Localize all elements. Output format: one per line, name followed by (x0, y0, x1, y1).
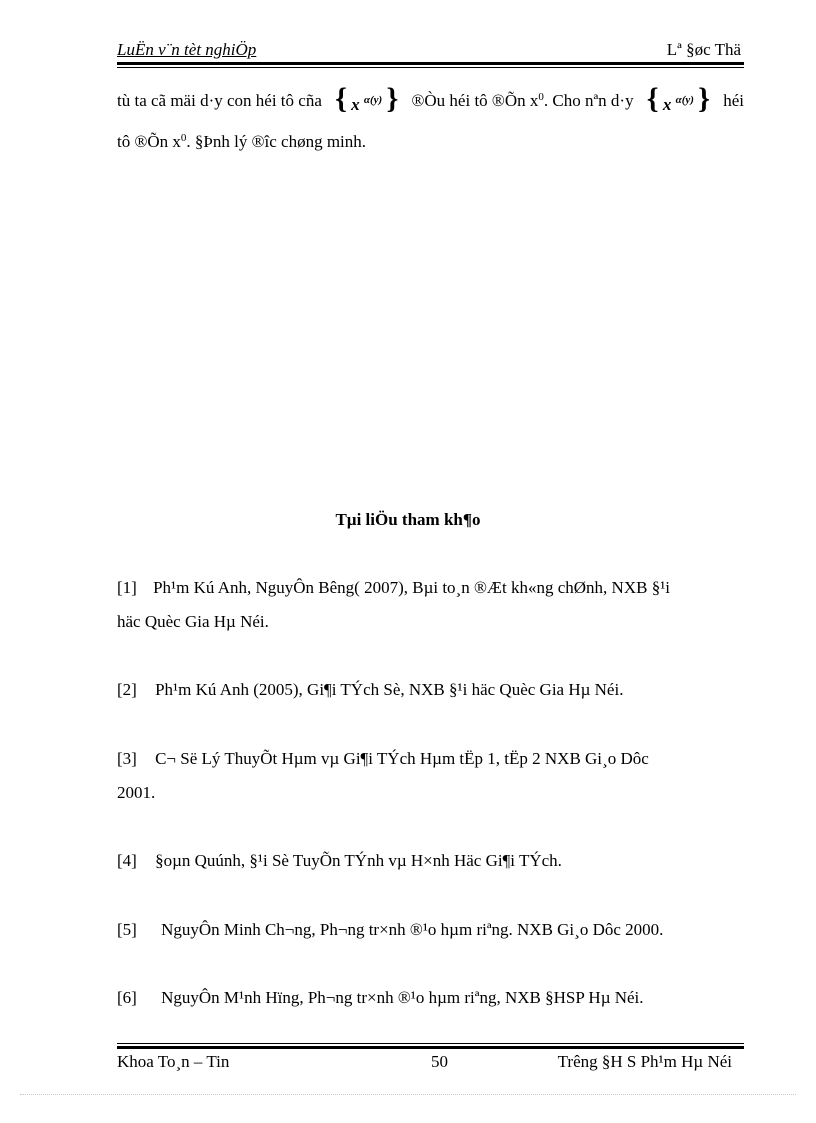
left-brace-icon: { (646, 82, 659, 115)
proof-text-1d: héi (723, 91, 744, 110)
reference-text: NguyÔn M¹nh Hïng, Ph¬ng tr×nh ®¹o hµm riªng, NXB §HSP Hµ Néi. (161, 988, 644, 1007)
reference-number: [1] (117, 578, 137, 597)
reference-text: häc Quèc Gia Hµ Néi. (117, 612, 269, 631)
footer-university: Trêng §H S Ph¹m Hµ Néi (557, 1052, 732, 1071)
reference-text: Ph¹m Kú Anh (2005), Gi¶i TÝch Sè, NXB §¹i häc Quèc Gia Hµ Néi. (155, 680, 624, 699)
page-edge-divider (20, 1094, 796, 1095)
reference-number: [6] (117, 988, 137, 1007)
footer-rule-thick (117, 1046, 744, 1049)
reference-text: Ph¹m Kú Anh, NguyÔn Bêng( 2007), Bµi to¸n ®Æt kh«ng chØnh, NXB §¹i (153, 578, 671, 597)
reference-number: [3] (117, 749, 137, 768)
superscript-zero: 0 (180, 132, 187, 144)
header-rule-thin (117, 67, 744, 68)
footer-faculty: Khoa To¸n – Tin (117, 1052, 230, 1071)
formula-base: x (662, 95, 672, 114)
reference-item-6 (117, 988, 644, 1008)
reference-number: [2] (117, 680, 137, 699)
page-number: 50 (431, 1052, 448, 1071)
reference-text: 2001. (117, 783, 156, 802)
reference-item-1-continuation (117, 612, 269, 632)
proof-text-1a: tù ta cã mäi d·y con héi tô cña (117, 91, 322, 110)
right-brace-icon: } (698, 82, 710, 115)
reference-item-4 (117, 851, 562, 871)
reference-text: NguyÔn Minh Ch¬ng, Ph¬ng tr×nh ®¹o hµm riªng. NXB Gi¸o Dôc 2000. (161, 920, 664, 939)
reference-item-3 (117, 749, 649, 769)
page-header (117, 40, 743, 62)
reference-item-3-continuation (117, 783, 155, 803)
formula-superscript: α(y) (675, 94, 694, 106)
sequence-formula-2 (646, 82, 710, 116)
sequence-formula-1 (335, 82, 399, 116)
header-thesis-label: LuËn v¨n tèt nghiÖp (117, 40, 257, 59)
superscript-zero: 0 (538, 91, 544, 103)
proof-text-2b: . §Þnh lý ®îc chøng minh. (186, 132, 367, 151)
proof-line-2 (117, 132, 366, 152)
reference-number: [5] (117, 920, 137, 939)
proof-text-2a: tô ®Õn x (117, 132, 181, 151)
reference-item-2 (117, 680, 623, 700)
reference-item-5 (117, 920, 663, 940)
reference-number: [4] (117, 851, 137, 870)
header-author-name: Lª §øc Thä (666, 40, 741, 59)
references-title: Tµi liÖu tham kh¶o (335, 510, 481, 529)
reference-item-1 (117, 578, 670, 598)
page-footer (117, 1052, 744, 1074)
formula-superscript: α(y) (363, 94, 383, 106)
footer-rule-thin (117, 1043, 744, 1044)
right-brace-icon: } (386, 82, 399, 115)
proof-line-1 (117, 82, 744, 116)
proof-text-1b: ®Òu héi tô ®Õn x0. Cho nªn d·y (411, 91, 634, 110)
reference-text: §oµn Quúnh, §¹i Sè TuyÕn TÝnh vµ H×nh Häc Gi¶i TÝch. (155, 851, 562, 870)
reference-text: C¬ Së Lý ThuyÕt Hµm vµ Gi¶i TÝch Hµm tËp 1, tËp 2 NXB Gi¸o Dôc (155, 749, 649, 768)
formula-base: x (351, 95, 360, 114)
left-brace-icon: { (335, 82, 347, 115)
header-rule-thick (117, 62, 744, 65)
